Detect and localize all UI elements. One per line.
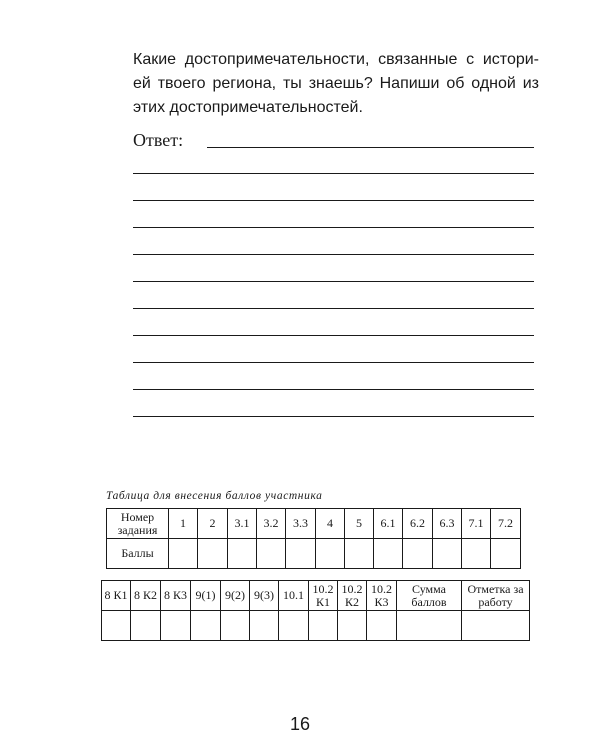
extra-header-cell: 10.2 К2	[338, 581, 367, 611]
answer-line-10[interactable]	[133, 389, 534, 390]
score-entry-cell[interactable]	[161, 611, 191, 641]
extra-header-cell: 9(3)	[250, 581, 279, 611]
score-entry-cell[interactable]	[462, 539, 491, 569]
question-line: ей твоего региона, ты знаешь? Напиши об одной из	[133, 75, 539, 92]
page-number: 16	[289, 714, 311, 734]
grade-cell[interactable]	[462, 611, 530, 641]
extra-header-cell: 10.2 К1	[309, 581, 338, 611]
task-number-cell: 6.1	[374, 509, 403, 539]
task-number-cell: 6.2	[403, 509, 433, 539]
question-line: Какие достопримечательности, связанные с истори-	[133, 51, 539, 68]
table-caption: Таблица для внесения баллов участника	[106, 490, 323, 502]
score-entry-cell[interactable]	[279, 611, 309, 641]
score-entry-cell[interactable]	[250, 611, 279, 641]
task-number-cell: 7.1	[462, 509, 491, 539]
answer-line-1[interactable]	[207, 147, 534, 148]
answer-line-5[interactable]	[133, 254, 534, 255]
score-entry-cell[interactable]	[169, 539, 198, 569]
grade-header: Отметка за работу	[462, 581, 530, 611]
task-number-cell: 3.2	[257, 509, 286, 539]
answer-label: Ответ:	[133, 130, 184, 150]
score-entry-cell[interactable]	[338, 611, 367, 641]
task-number-header: Номер задания	[107, 509, 169, 539]
extra-header-cell: 9(2)	[221, 581, 250, 611]
score-entry-cell[interactable]	[491, 539, 521, 569]
answer-line-8[interactable]	[133, 335, 534, 336]
task-number-cell: 3.3	[286, 509, 316, 539]
score-entry-cell[interactable]	[286, 539, 316, 569]
answer-line-2[interactable]	[133, 173, 534, 174]
score-table-tasks	[106, 508, 521, 569]
answer-line-4[interactable]	[133, 227, 534, 228]
extra-header-cell: 8 К1	[102, 581, 131, 611]
extra-header-cell: 8 К3	[161, 581, 191, 611]
score-entry-cell[interactable]	[433, 539, 462, 569]
extra-header-cell: 8 К2	[131, 581, 161, 611]
answer-line-3[interactable]	[133, 200, 534, 201]
extra-header-cell: 10.2 К3	[367, 581, 397, 611]
extra-header-cell: 9(1)	[191, 581, 221, 611]
question-line: этих достопримечательностей.	[133, 99, 363, 116]
score-entry-cell[interactable]	[198, 539, 228, 569]
score-table-extra	[101, 580, 530, 641]
total-score-header: Сумма баллов	[397, 581, 462, 611]
task-number-cell: 2	[198, 509, 228, 539]
score-entry-cell[interactable]	[191, 611, 221, 641]
score-entry-cell[interactable]	[131, 611, 161, 641]
task-number-cell: 7.2	[491, 509, 521, 539]
score-entry-cell[interactable]	[228, 539, 257, 569]
score-entry-cell[interactable]	[345, 539, 374, 569]
answer-line-7[interactable]	[133, 308, 534, 309]
score-row-label: Баллы	[107, 539, 169, 569]
task-number-cell: 6.3	[433, 509, 462, 539]
extra-header-cell: 10.1	[279, 581, 309, 611]
score-entry-cell[interactable]	[374, 539, 403, 569]
answer-line-11[interactable]	[133, 416, 534, 417]
question-text	[133, 48, 539, 120]
score-entry-cell[interactable]	[309, 611, 338, 641]
task-number-cell: 3.1	[228, 509, 257, 539]
score-entry-cell[interactable]	[316, 539, 345, 569]
score-entry-cell[interactable]	[257, 539, 286, 569]
total-score-cell[interactable]	[397, 611, 462, 641]
score-entry-cell[interactable]	[221, 611, 250, 641]
answer-line-6[interactable]	[133, 281, 534, 282]
score-entry-cell[interactable]	[403, 539, 433, 569]
task-number-cell: 4	[316, 509, 345, 539]
score-entry-cell[interactable]	[102, 611, 131, 641]
score-entry-cell[interactable]	[367, 611, 397, 641]
answer-line-9[interactable]	[133, 362, 534, 363]
task-number-cell: 5	[345, 509, 374, 539]
task-number-cell: 1	[169, 509, 198, 539]
